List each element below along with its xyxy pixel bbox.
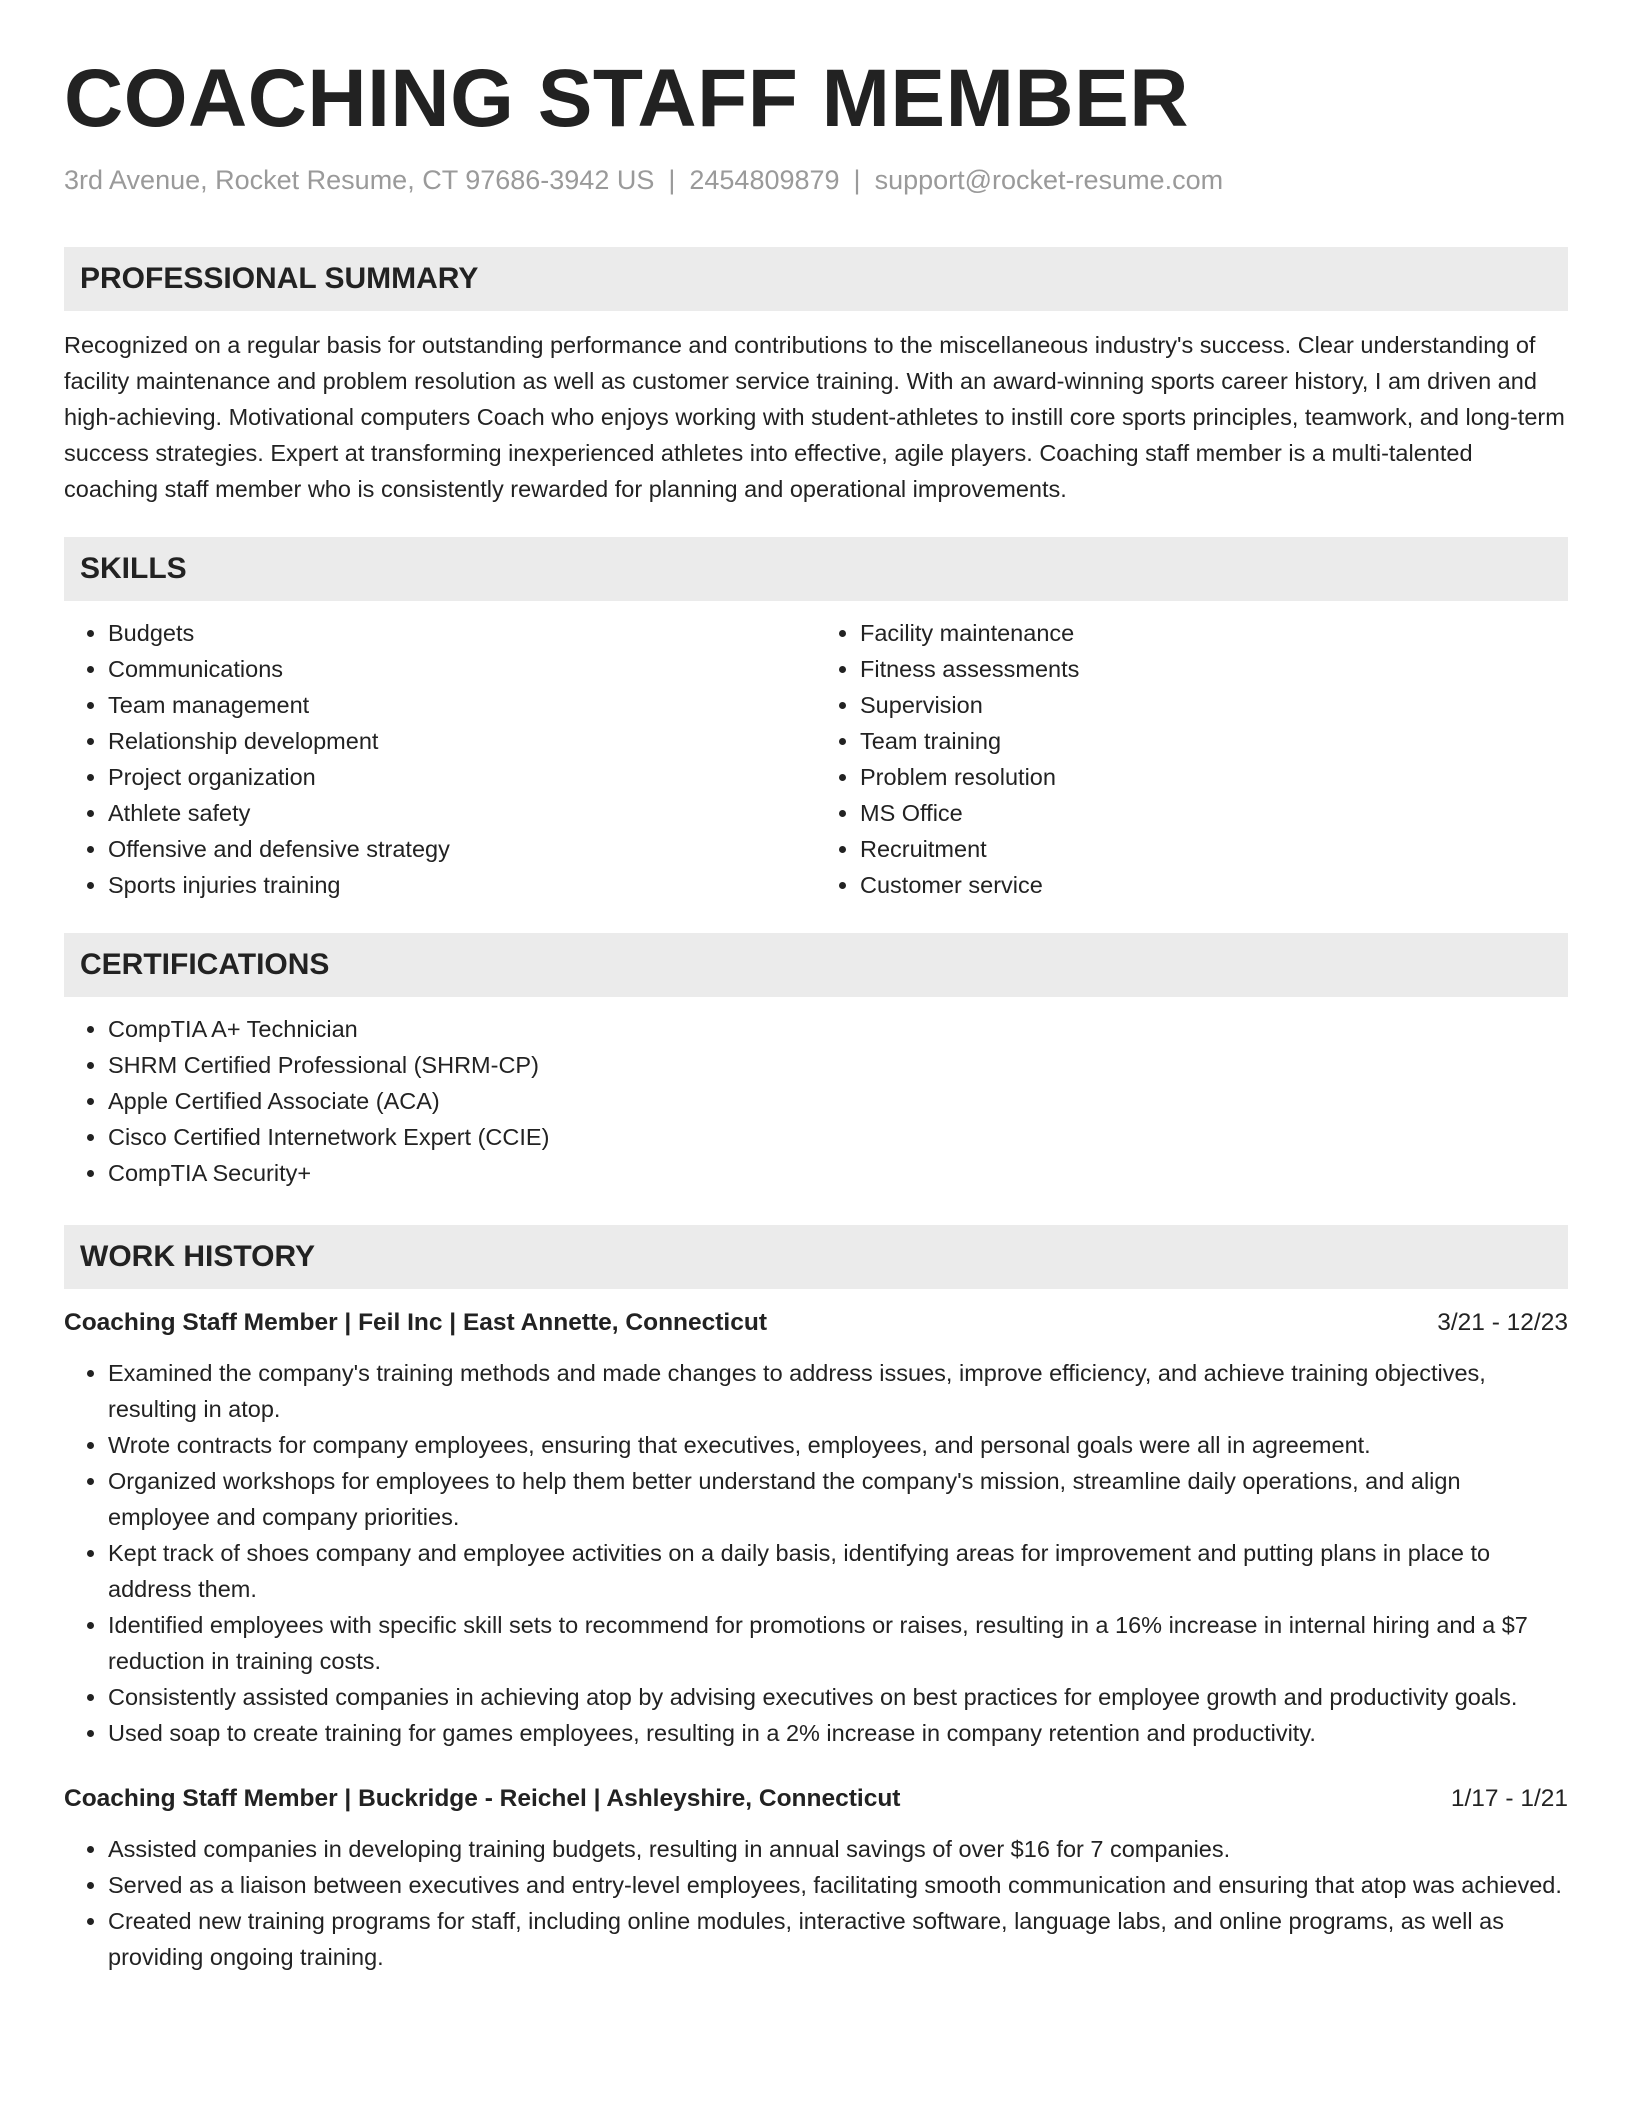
job-entry xyxy=(64,1305,1568,1751)
section-header-certifications: CERTIFICATIONS xyxy=(64,933,1568,997)
section-header-work-history: WORK HISTORY xyxy=(64,1225,1568,1289)
job-bullet: • Wrote contracts for company employees, ensuring that executives, employees, and personal goals were all in agreement. xyxy=(108,1427,1568,1463)
skill-item: • Problem resolution xyxy=(860,759,1568,795)
section-header-skills: SKILLS xyxy=(64,537,1568,601)
skill-item: • Offensive and defensive strategy xyxy=(108,831,816,867)
job-bullet: • Examined the company's training methods and made changes to address issues, improve efficiency, and achieve training objectives, resulting in atop. xyxy=(108,1355,1568,1427)
job-bullet: • Used soap to create training for games employees, resulting in a 2% increase in company retention and productivity. xyxy=(108,1715,1568,1751)
job-heading-row xyxy=(64,1781,1568,1817)
skill-item: • Facility maintenance xyxy=(860,615,1568,651)
skill-item: • Recruitment xyxy=(860,831,1568,867)
certification-item: • Apple Certified Associate (ACA) xyxy=(108,1083,1568,1119)
page-title: COACHING STAFF MEMBER xyxy=(64,53,1190,144)
job-entry xyxy=(64,1781,1568,1975)
skill-item: • Project organization xyxy=(108,759,816,795)
job-bullet: • Assisted companies in developing training budgets, resulting in annual savings of over $16 for 7 companies. xyxy=(108,1831,1568,1867)
skill-item: • Athlete safety xyxy=(108,795,816,831)
job-title: Coaching Staff Member | Feil Inc | East Annette, Connecticut xyxy=(64,1308,767,1336)
job-dates: 1/17 - 1/21 xyxy=(1450,1784,1568,1812)
certification-item: • CompTIA A+ Technician xyxy=(108,1011,1568,1047)
job-bullet: • Kept track of shoes company and employee activities on a daily basis, identifying areas for improvement and putting plans in place to address them. xyxy=(108,1535,1568,1607)
section-header-summary: PROFESSIONAL SUMMARY xyxy=(64,247,1568,311)
skill-item: • Budgets xyxy=(108,615,816,651)
contact-email[interactable]: support@rocket-resume.com xyxy=(874,165,1224,196)
skills-list-right xyxy=(816,615,1568,903)
contact-line xyxy=(64,164,1568,196)
skills-grid xyxy=(64,615,1568,903)
job-bullets xyxy=(64,1355,1568,1751)
contact-phone: 2454809879 xyxy=(689,165,840,196)
certification-item: • SHRM Certified Professional (SHRM-CP) xyxy=(108,1047,1568,1083)
contact-address: 3rd Avenue, Rocket Resume, CT 97686-3942 US xyxy=(64,165,655,196)
job-bullet: • Identified employees with specific skill sets to recommend for promotions or raises, resulting in a 16% increase in internal hiring and a $7 reduction in training costs. xyxy=(108,1607,1568,1679)
certifications-list xyxy=(64,1011,1568,1191)
skill-item: • Team management xyxy=(108,687,816,723)
skill-item: • Communications xyxy=(108,651,816,687)
skill-item: • Sports injuries training xyxy=(108,867,816,903)
certification-item: • CompTIA Security+ xyxy=(108,1155,1568,1191)
job-bullet: • Consistently assisted companies in achieving atop by advising executives on best practices for employee growth and productivity goals. xyxy=(108,1679,1568,1715)
summary-text: Recognized on a regular basis for outstanding performance and contributions to the miscellaneous industry's success. Clear understanding of facility maintenance and problem resolution as well as customer service training. With an award-winning sports career history, I am driven and high-achieving. Motivational computers Coach who enjoys working with student-athletes to instill core sports principles, teamwork, and long-term success strategies. Expert at transforming inexperienced athletes into effective, agile players. Coaching staff member is a multi-talented coaching staff member who is consistently rewarded for planning and operational improvements. xyxy=(64,331,1565,502)
job-bullet: • Created new training programs for staff, including online modules, interactive software, language labs, and online programs, as well as providing ongoing training. xyxy=(108,1903,1568,1975)
skill-item: • Team training xyxy=(860,723,1568,759)
job-bullet: • Served as a liaison between executives and entry-level employees, facilitating smooth communication and ensuring that atop was achieved. xyxy=(108,1867,1568,1903)
job-bullets xyxy=(64,1831,1568,1975)
job-bullet: • Organized workshops for employees to help them better understand the company's mission, streamline daily operations, and align employee and company priorities. xyxy=(108,1463,1568,1535)
job-heading-row xyxy=(64,1305,1568,1341)
skill-item: • Fitness assessments xyxy=(860,651,1568,687)
skill-item: • Customer service xyxy=(860,867,1568,903)
certification-item: • Cisco Certified Internetwork Expert (CCIE) xyxy=(108,1119,1568,1155)
skill-item: • Relationship development xyxy=(108,723,816,759)
contact-separator: | xyxy=(668,165,676,196)
job-title: Coaching Staff Member | Buckridge - Reichel | Ashleyshire, Connecticut xyxy=(64,1784,901,1812)
contact-separator: | xyxy=(853,165,861,196)
skills-list-left xyxy=(64,615,816,903)
skill-item: • MS Office xyxy=(860,795,1568,831)
skill-item: • Supervision xyxy=(860,687,1568,723)
job-dates: 3/21 - 12/23 xyxy=(1437,1308,1568,1336)
